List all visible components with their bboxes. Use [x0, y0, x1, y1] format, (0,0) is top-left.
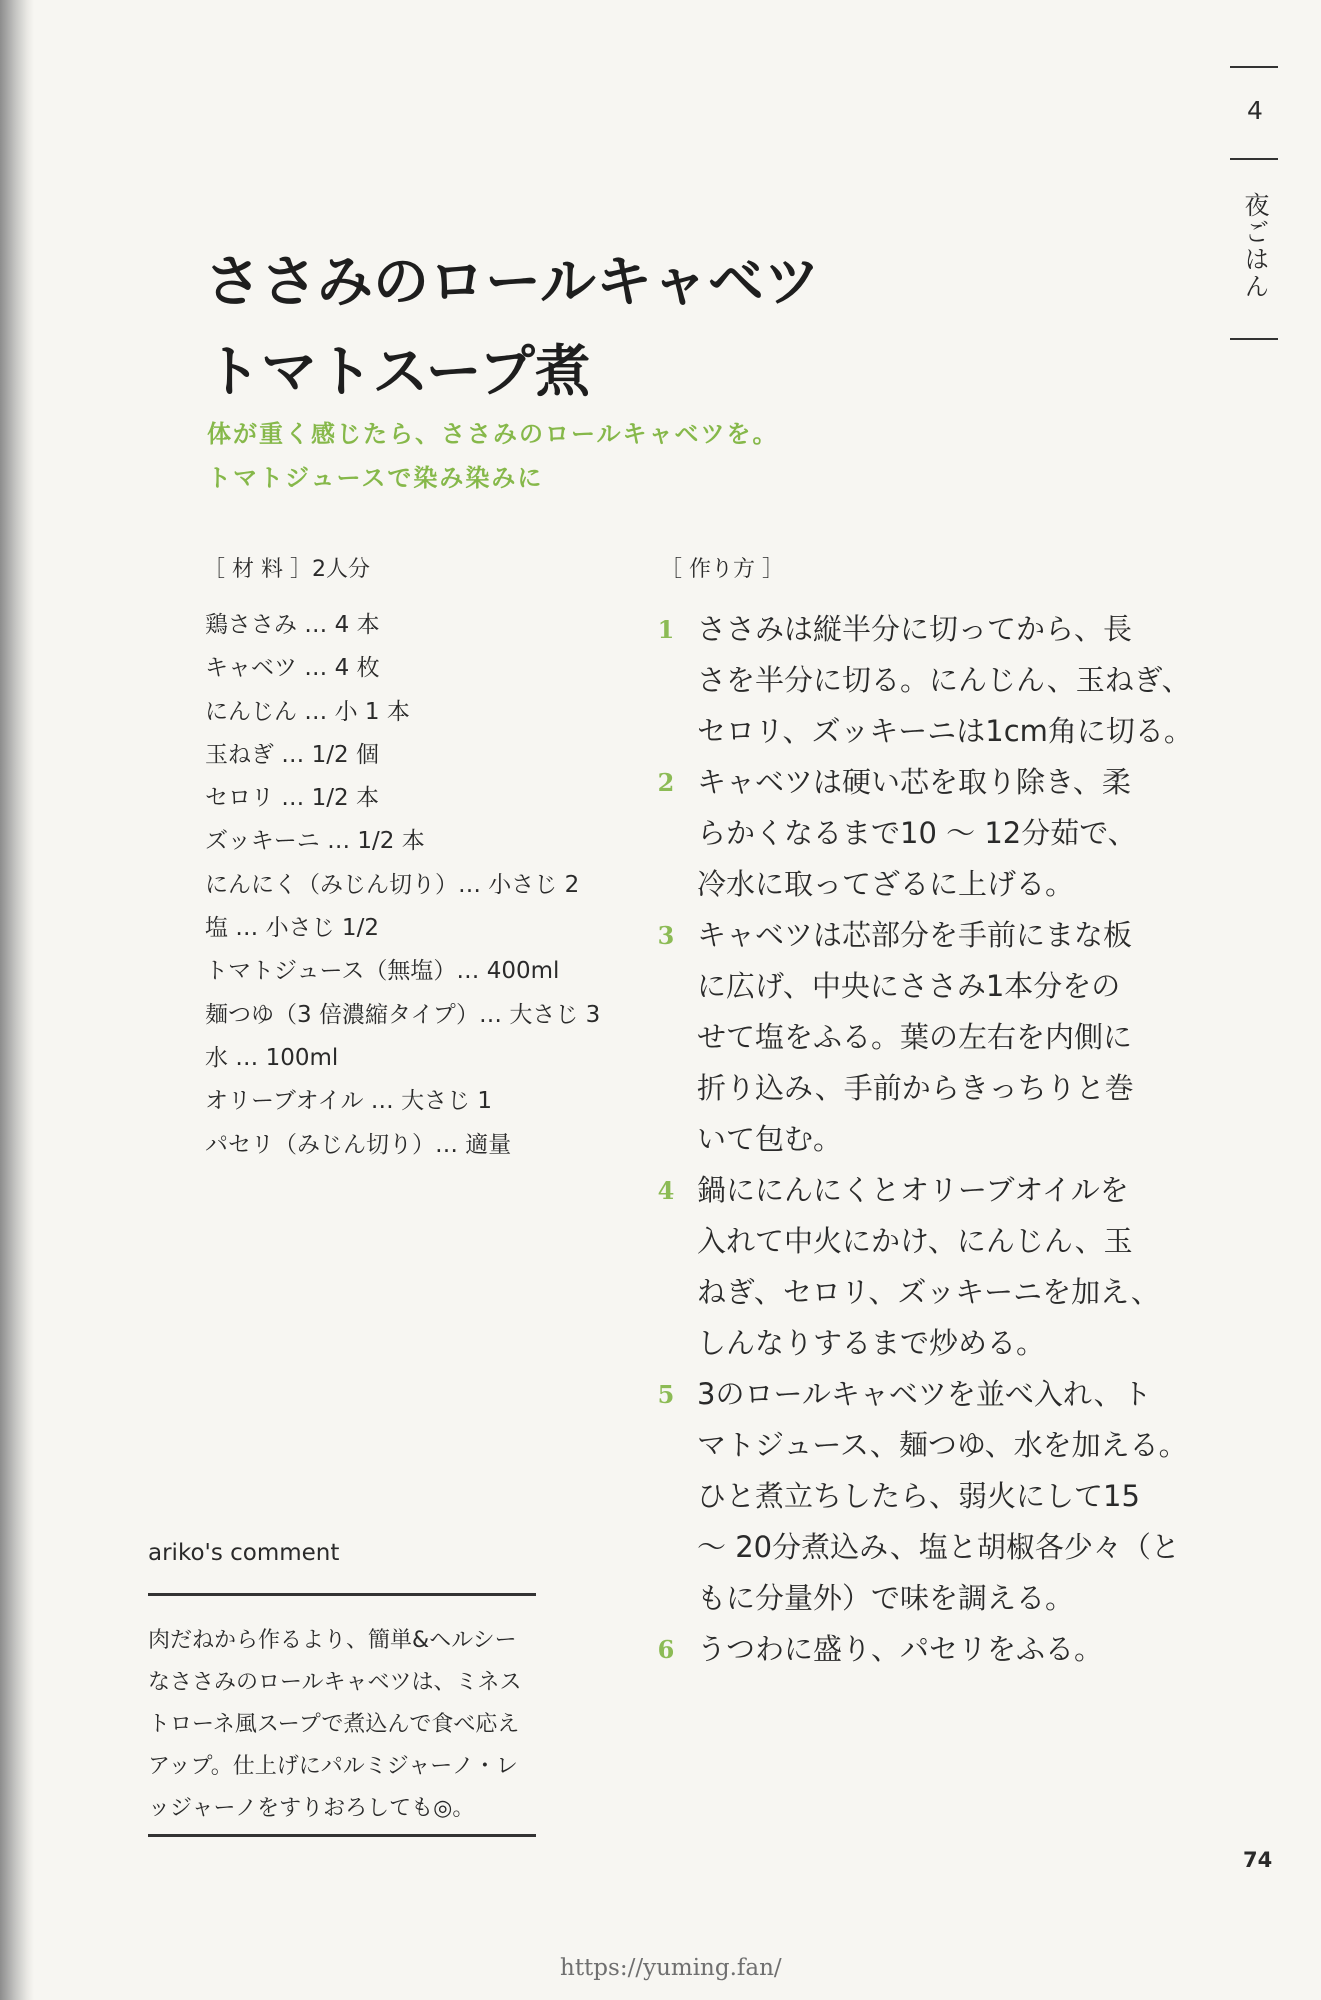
method-step	[655, 1369, 1215, 1624]
comment-line: 肉だねから作るより、簡単&ヘルシー	[148, 1628, 517, 1653]
ingredient-item: 水 … 100ml	[205, 1044, 339, 1071]
step-line: キャベツは芯部分を手前にまな板	[697, 918, 1133, 952]
recipe-title-line: トマトスープ煮	[205, 340, 591, 405]
step-line: マトジュース、麺つゆ、水を加える。	[697, 1428, 1188, 1462]
page-number: 74	[1243, 1848, 1273, 1872]
chapter-tab-bottom-rule	[1230, 338, 1278, 340]
ingredients-list	[205, 604, 600, 1167]
recipe-subtitle	[207, 412, 1207, 500]
chapter-tab-middle-rule	[1230, 158, 1278, 160]
step-number: 1	[657, 615, 675, 644]
step-line: キャベツは硬い芯を取り除き、柔	[697, 765, 1131, 799]
step-line: ねぎ、セロリ、ズッキーニを加え、	[697, 1275, 1160, 1309]
recipe-title-line: ささみのロールキャベツ	[205, 250, 820, 315]
ingredient-item: オリーブオイル … 大さじ 1	[205, 1088, 493, 1115]
comment-top-rule	[148, 1593, 536, 1596]
step-text	[697, 757, 1215, 910]
watermark-url: https://yuming.fan/	[560, 1955, 782, 1981]
ingredient-item: ズッキーニ … 1/2 本	[205, 828, 425, 855]
step-line: せて塩をふる。葉の左右を内側に	[697, 1020, 1133, 1054]
step-line: 3のロールキャベツを並べ入れ、ト	[697, 1377, 1152, 1411]
step-text	[697, 604, 1215, 757]
method-step	[655, 1165, 1215, 1369]
ingredient-item: トマトジュース（無塩）… 400ml	[205, 958, 560, 985]
comment-bottom-rule	[148, 1834, 536, 1837]
comment-line: ッジャーノをすりおろしても◎。	[148, 1796, 475, 1821]
step-line: 入れて中火にかけ、にんじん、玉	[697, 1224, 1133, 1258]
method-step	[655, 604, 1215, 757]
ingredient-item: セロリ … 1/2 本	[205, 785, 379, 812]
method-steps	[655, 604, 1215, 1675]
step-line: さを半分に切る。にんじん、玉ねぎ、	[697, 663, 1191, 697]
recipe-subtitle-line: トマトジュースで染み染みに	[207, 464, 544, 492]
book-binding-shadow	[0, 0, 34, 2000]
ingredient-item: にんにく（みじん切り）… 小さじ 2	[205, 871, 580, 898]
ingredient-item: キャベツ … 4 枚	[205, 655, 380, 682]
step-line: 冷水に取ってざるに上げる。	[697, 867, 1075, 901]
comment-line: アップ。仕上げにパルミジャーノ・レ	[148, 1754, 518, 1779]
method-step	[655, 910, 1215, 1165]
recipe-subtitle-line: 体が重く感じたら、ささみのロールキャベツを。	[207, 420, 779, 448]
comment-heading: ariko's comment	[148, 1540, 340, 1566]
step-number: 2	[657, 768, 675, 797]
step-number: 3	[657, 921, 675, 950]
step-line: 折り込み、手前からきっちりと巻	[697, 1071, 1134, 1105]
comment-body	[148, 1620, 548, 1830]
step-line: 鍋ににんにくとオリーブオイルを	[697, 1173, 1129, 1207]
comment-line: なささみのロールキャベツは、ミネス	[148, 1670, 522, 1695]
chapter-label: 夜ごはん	[1241, 192, 1270, 300]
step-number: 5	[657, 1380, 675, 1409]
step-text	[697, 1369, 1215, 1624]
step-line: セロリ、ズッキーニは1cm角に切る。	[697, 714, 1193, 748]
ingredients-heading: ［ 材 料 ］2人分	[203, 557, 370, 582]
step-line: しんなりするまで炒める。	[697, 1326, 1046, 1360]
step-line: もに分量外）で味を調える。	[697, 1581, 1075, 1615]
ingredient-item: 麺つゆ（3 倍濃縮タイプ）… 大さじ 3	[205, 1001, 601, 1028]
ingredient-item: 塩 … 小さじ 1/2	[205, 915, 379, 942]
method-step	[655, 1624, 1215, 1675]
step-line: らかくなるまで10 〜 12分茹で、	[697, 816, 1137, 850]
comment-line: トローネ風スープで煮込んで食べ応え	[148, 1712, 520, 1737]
method-step	[655, 757, 1215, 910]
step-number: 6	[657, 1635, 675, 1664]
recipe-title	[205, 238, 1105, 418]
step-text	[697, 910, 1215, 1165]
step-line: ささみは縦半分に切ってから、長	[697, 612, 1133, 646]
chapter-tab-top-rule	[1230, 66, 1278, 68]
step-number: 4	[657, 1176, 675, 1205]
ingredient-item: 玉ねぎ … 1/2 個	[205, 741, 379, 768]
step-text	[697, 1165, 1215, 1369]
step-line: いて包む。	[697, 1122, 843, 1156]
ingredient-item: 鶏ささみ … 4 本	[205, 612, 380, 638]
method-heading: ［ 作り方 ］	[660, 557, 784, 582]
step-line: ひと煮立ちしたら、弱火にして15	[697, 1479, 1140, 1513]
chapter-number: 4	[1247, 96, 1263, 125]
ingredient-item: にんじん … 小 1 本	[205, 698, 410, 725]
step-line: 〜 20分煮込み、塩と胡椒各少々（と	[697, 1530, 1180, 1564]
step-text	[697, 1624, 1215, 1675]
ingredient-item: パセリ（みじん切り）… 適量	[205, 1131, 512, 1158]
step-line: うつわに盛り、パセリをふる。	[697, 1632, 1104, 1666]
step-line: に広げ、中央にささみ1本分をの	[697, 969, 1121, 1003]
